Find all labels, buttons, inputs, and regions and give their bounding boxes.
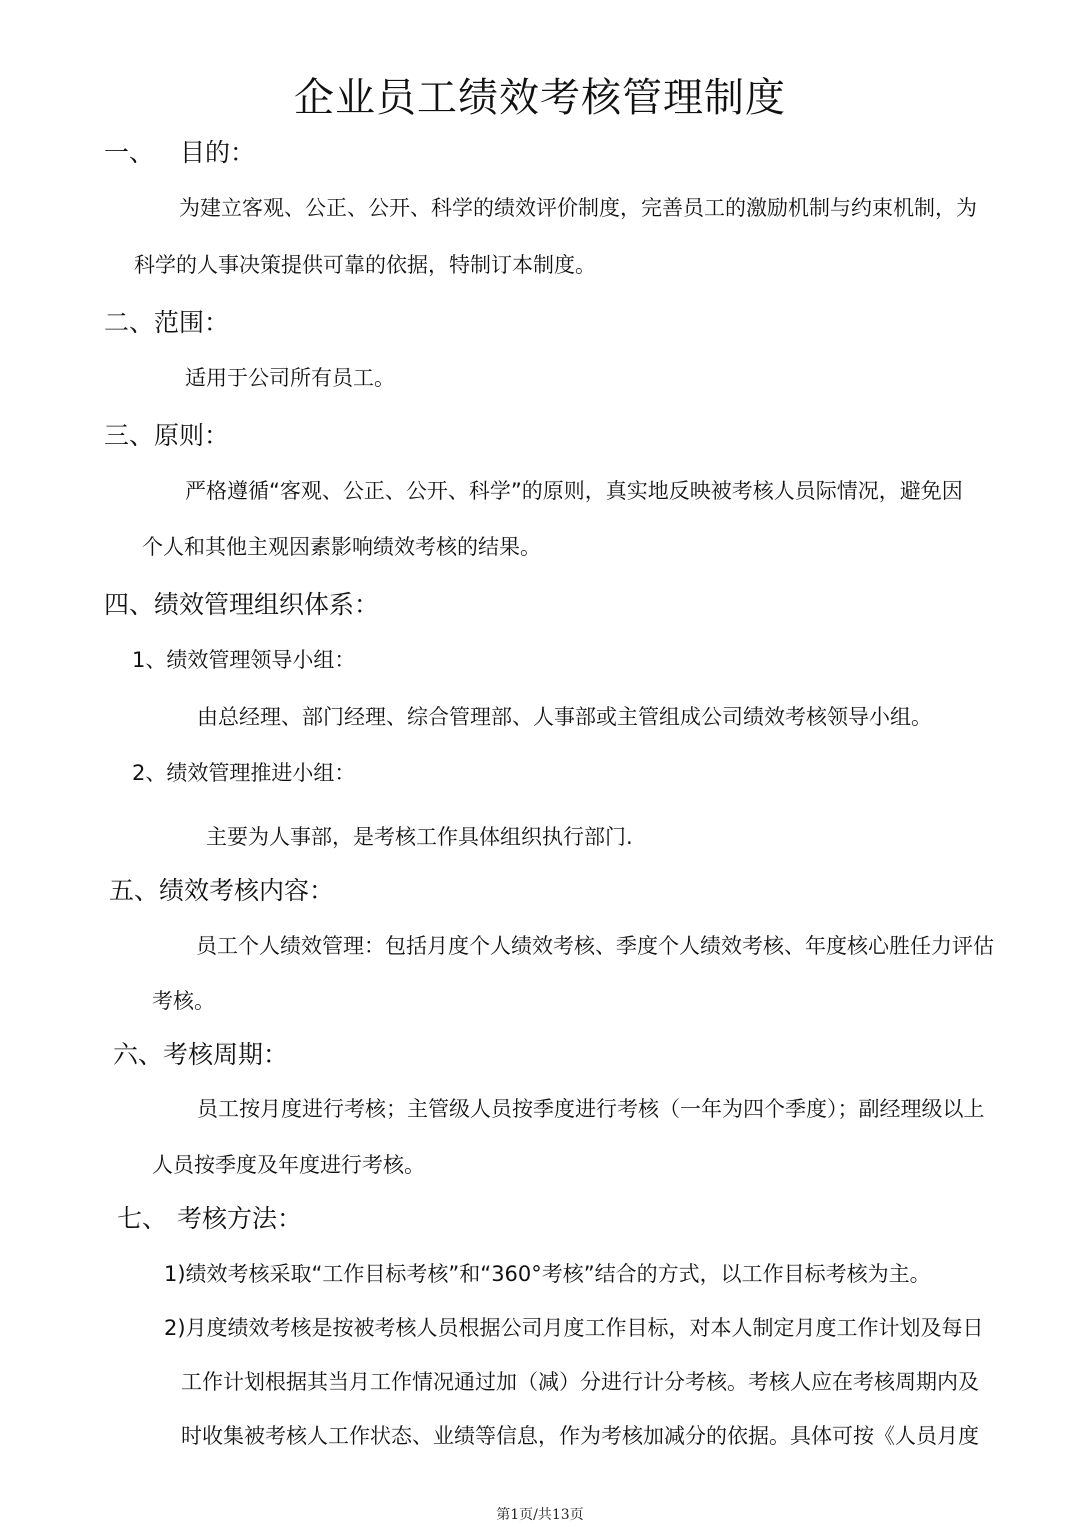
section-5-line-1: 员工个人绩效管理：包括月度个人绩效考核、季度个人绩效考核、年度核心胜任力评估 xyxy=(196,934,994,958)
section-6-heading: 六、考核周期： xyxy=(113,1040,289,1069)
section-3-heading: 三、原则： xyxy=(104,421,230,450)
section-1-line-2: 科学的人事决策提供可靠的依据，特制订本制度。 xyxy=(134,253,596,277)
section-3-line-2: 个人和其他主观因素影响绩效考核的结果。 xyxy=(142,535,541,559)
section-7-line-3: 工作计划根据其当月工作情况通过加（减）分进行计分考核。考核人应在考核周期内及 xyxy=(181,1370,979,1394)
section-4-sub-1-line-1: 由总经理、部门经理、综合管理部、人事部或主管组成公司绩效考核领导小组。 xyxy=(197,705,932,729)
section-4-sub-2-line-1: 主要为人事部，是考核工作具体组织执行部门. xyxy=(206,825,633,849)
section-5-heading: 五、绩效考核内容： xyxy=(109,876,335,905)
section-4-sub-2-heading: 2、绩效管理推进小组： xyxy=(132,761,356,785)
section-4-sub-1-heading: 1、绩效管理领导小组： xyxy=(132,648,356,672)
section-1-line-1: 为建立客观、公正、公开、科学的绩效评价制度，完善员工的激励机制与约束机制，为 xyxy=(179,196,977,220)
section-7-number: 七、 xyxy=(117,1204,168,1233)
section-3-line-1: 严格遵循“客观、公正、公开、科学”的原则，真实地反映被考核人员际情况，避免因 xyxy=(185,479,963,503)
section-7-line-1: 1)绩效考核采取“工作目标考核”和“360°考核”结合的方式，以工作目标考核为主。 xyxy=(164,1262,931,1286)
page-indicator: 第1页/共13页 xyxy=(496,1507,584,1523)
section-7-heading: 考核方法： xyxy=(177,1204,303,1233)
section-1-heading: 目的： xyxy=(180,138,256,167)
section-7-line-2: 2)月度绩效考核是按被考核人员根据公司月度工作目标，对本人制定月度工作计划及每日 xyxy=(164,1316,984,1340)
section-6-line-1: 员工按月度进行考核；主管级人员按季度进行考核（一年为四个季度）；副经理级以上 xyxy=(197,1097,985,1121)
section-2-heading: 二、范围： xyxy=(104,308,230,337)
document-title: 企业员工绩效考核管理制度 xyxy=(294,75,786,121)
section-2-line-1: 适用于公司所有员工。 xyxy=(185,366,395,390)
section-6-line-2: 人员按季度及年度进行考核。 xyxy=(152,1153,425,1177)
section-1-number: 一、 xyxy=(104,138,155,167)
section-5-line-2: 考核。 xyxy=(152,989,215,1013)
section-7-line-4: 时收集被考核人工作状态、业绩等信息，作为考核加减分的依据。具体可按《人员月度 xyxy=(181,1424,979,1448)
section-4-heading: 四、绩效管理组织体系： xyxy=(104,590,380,619)
